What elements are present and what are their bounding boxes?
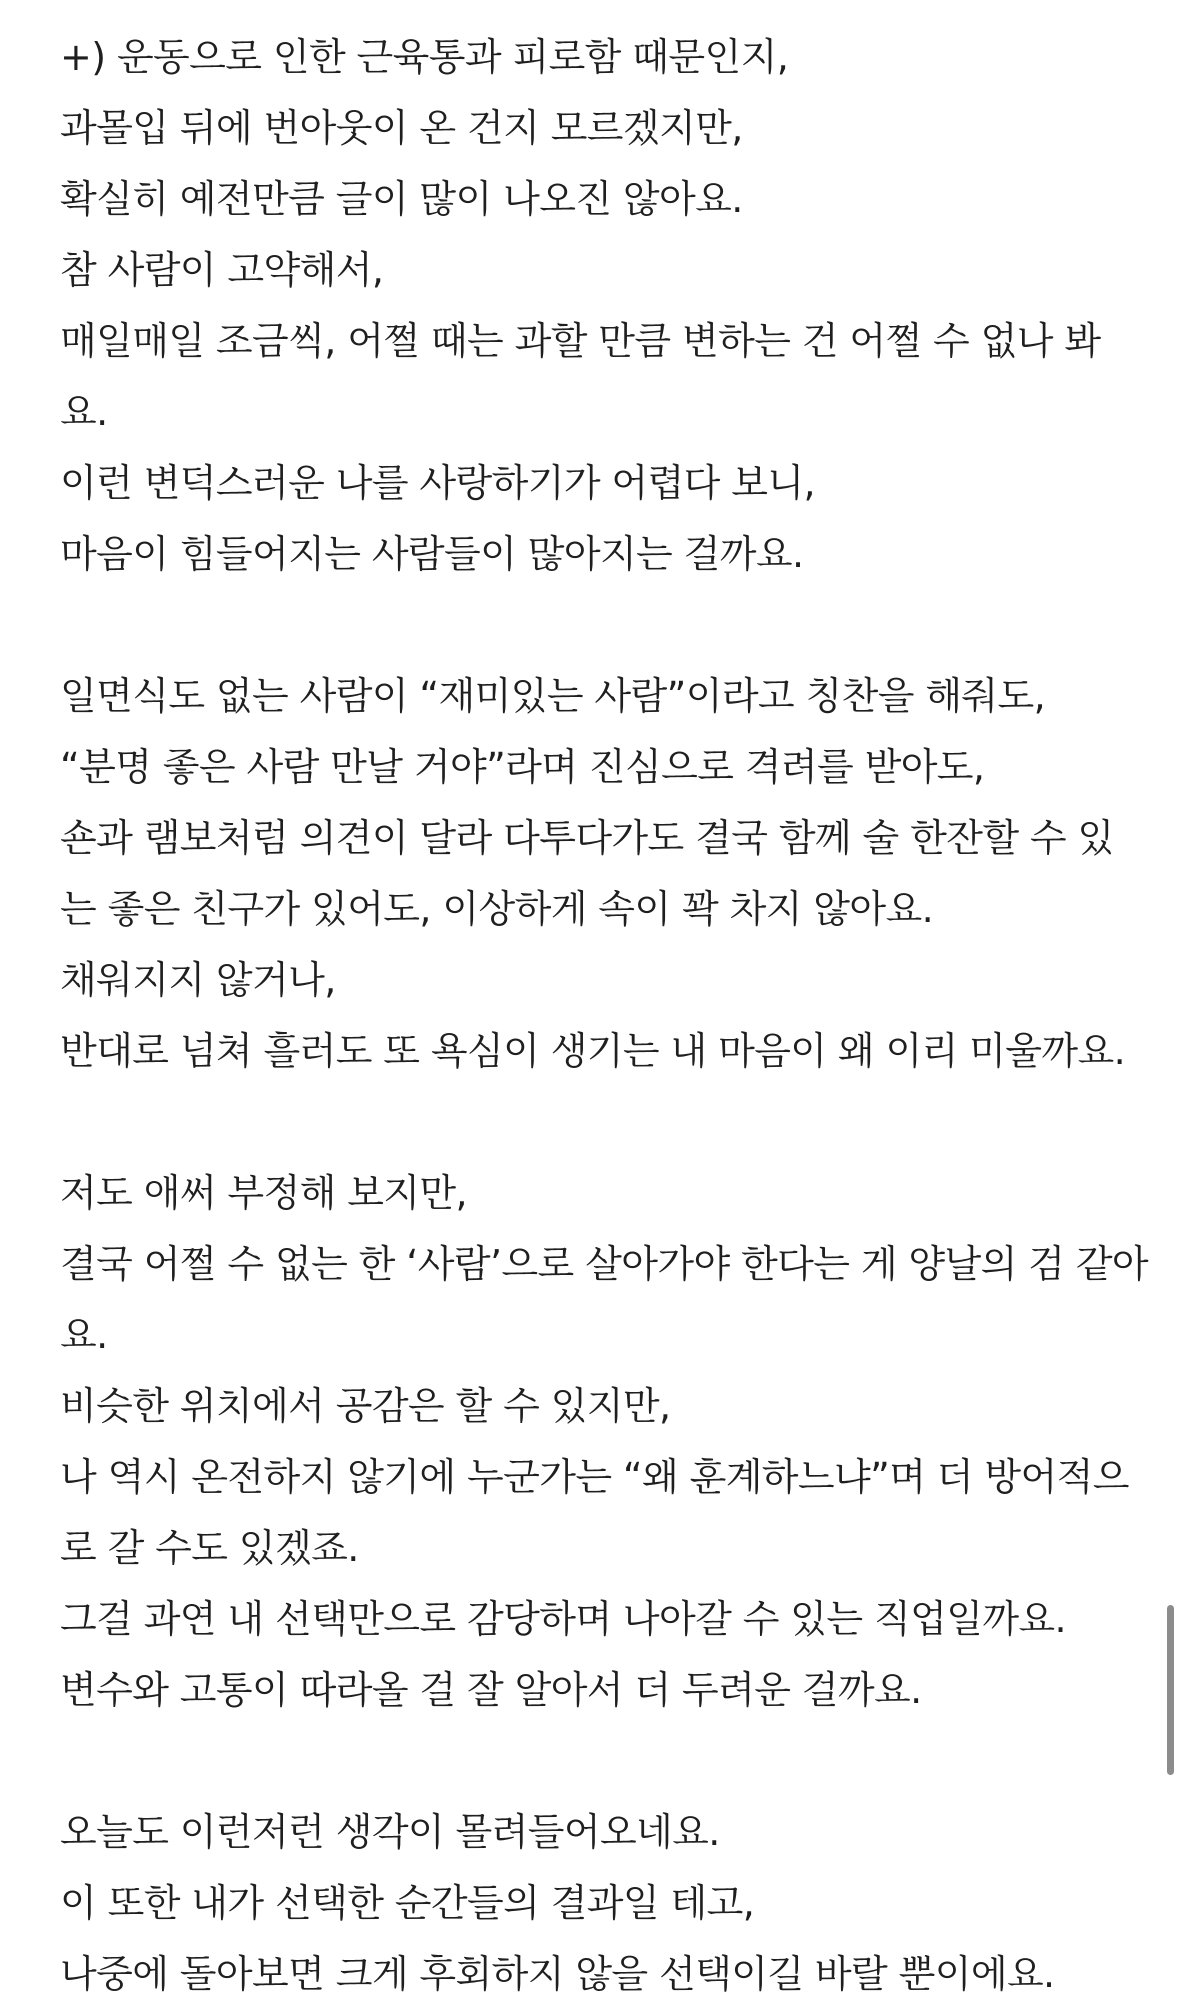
paragraph — [60, 1158, 1149, 1726]
text-line: “분명 좋은 사람 만날 거야”라며 진심으로 격려를 받아도, — [60, 745, 985, 789]
text-line: 비슷한 위치에서 공감은 할 수 있지만, — [60, 1384, 671, 1428]
text-line: 오늘도 이런저런 생각이 몰려들어오네요. — [60, 1810, 720, 1854]
text-line: 로 갈 수도 있겠죠. — [60, 1526, 359, 1570]
text-line: 요. — [60, 390, 108, 434]
paragraph-gap — [60, 590, 1120, 661]
paragraph-gap — [60, 1087, 1120, 1158]
text-line: 참 사람이 고약해서, — [60, 248, 384, 292]
text-line: 나중에 돌아보면 크게 후회하지 않을 선택이길 바랄 뿐이에요. — [60, 1952, 1055, 1996]
paragraph — [60, 1797, 1120, 2010]
text-line: +) 운동으로 인한 근육통과 피로함 때문인지, — [60, 35, 789, 79]
paragraph — [60, 22, 1120, 590]
text-line: 마음이 힘들어지는 사람들이 많아지는 걸까요. — [60, 532, 804, 576]
text-line: 과몰입 뒤에 번아웃이 온 건지 모르겠지만, — [60, 106, 743, 150]
text-line: 이 또한 내가 선택한 순간들의 결과일 테고, — [60, 1881, 755, 1925]
text-line: 매일매일 조금씩, 어쩔 때는 과할 만큼 변하는 건 어쩔 수 없나 봐 — [60, 319, 1101, 363]
text-line: 숀과 램보처럼 의견이 달라 다투다가도 결국 함께 술 한잔할 수 있 — [60, 816, 1114, 860]
text-line: 반대로 넘쳐 흘러도 또 욕심이 생기는 내 마음이 왜 이리 미울까요. — [60, 1029, 1126, 1073]
text-line: 채워지지 않거나, — [60, 958, 336, 1002]
paragraph-gap — [60, 1726, 1120, 1797]
article-body — [60, 22, 1149, 2010]
text-line: 일면식도 없는 사람이 “재미있는 사람”이라고 칭찬을 해줘도, — [60, 674, 1046, 718]
text-line: 나 역시 온전하지 않기에 누군가는 “왜 훈계하느냐”며 더 방어적으 — [60, 1455, 1129, 1499]
text-line: 변수와 고통이 따라올 걸 잘 알아서 더 두려운 걸까요. — [60, 1668, 922, 1712]
text-line: 는 좋은 친구가 있어도, 이상하게 속이 꽉 차지 않아요. — [60, 887, 934, 931]
text-line: 요. — [60, 1313, 108, 1357]
text-line: 결국 어쩔 수 없는 한 ‘사람’으로 살아가야 한다는 게 양날의 검 같아 — [60, 1242, 1149, 1286]
scrollbar-thumb[interactable] — [1167, 1605, 1174, 1775]
text-line: 확실히 예전만큼 글이 많이 나오진 않아요. — [60, 177, 743, 221]
text-line: 그걸 과연 내 선택만으로 감당하며 나아갈 수 있는 직업일까요. — [60, 1597, 1067, 1641]
text-line: 이런 변덕스러운 나를 사랑하기가 어렵다 보니, — [60, 461, 815, 505]
text-line: 저도 애써 부정해 보지만, — [60, 1171, 467, 1215]
paragraph — [60, 661, 1126, 1087]
